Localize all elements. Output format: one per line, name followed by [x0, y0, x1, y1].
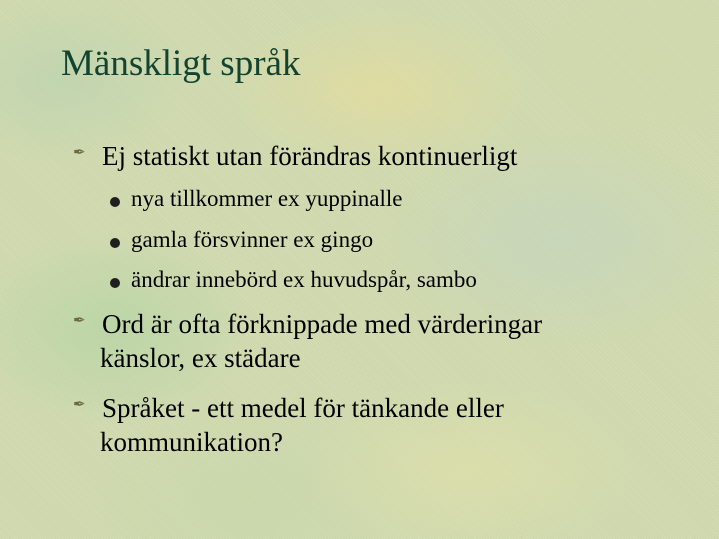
bullet-text: Ord är ofta förknippade med värderingar: [102, 309, 543, 339]
slide-title: Mänskligt språk: [61, 43, 301, 84]
bullet-text-continuation: kommunikation?: [100, 427, 283, 457]
sub-bullet-text: nya tillkommer ex yuppinalle: [131, 186, 403, 211]
round-bullet-icon: [110, 278, 120, 288]
round-bullet-icon: [110, 238, 120, 248]
bullet-item: [73, 139, 673, 173]
quill-bullet-icon: ✒: [73, 313, 86, 329]
sub-bullet-text: gamla försvinner ex gingo: [131, 227, 374, 252]
bullet-text-continuation: känslor, ex städare: [100, 343, 301, 373]
bullet-item: [73, 391, 673, 459]
bullet-item: [73, 307, 673, 375]
bullet-text: Ej statiskt utan förändras kontinuerligt: [102, 141, 518, 171]
quill-bullet-icon: ✒: [73, 145, 86, 161]
quill-bullet-icon: ✒: [73, 397, 86, 413]
round-bullet-icon: [110, 197, 120, 207]
bullet-text: Språket - ett medel för tänkande eller: [102, 393, 504, 423]
sub-bullet-text: ändrar innebörd ex huvudspår, sambo: [131, 267, 477, 292]
